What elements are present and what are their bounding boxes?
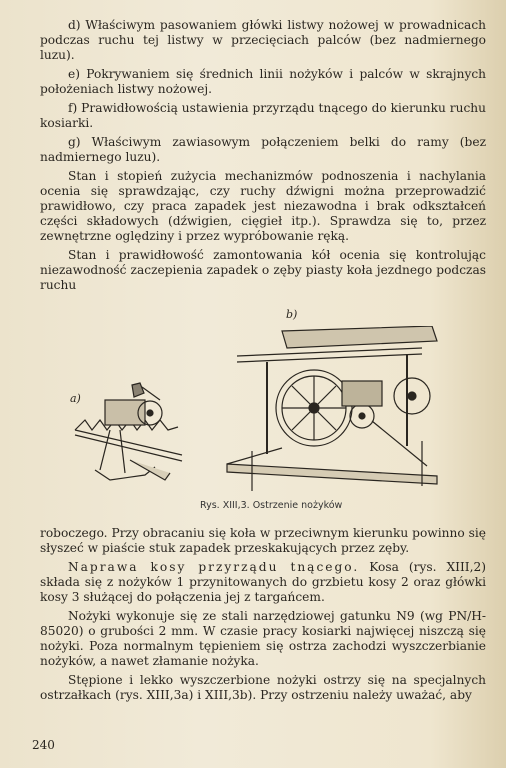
paragraph-repair	[40, 560, 486, 605]
paragraph-g: g) Właściwym zawiasowym połączeniem belki do ramy (bez nadmiernego luzu).	[40, 135, 486, 164]
paragraph-sharpening: Stępione i lekko wyszczerbione nożyki ostrzy się na specjalnych ostrzałkach (rys. XIII,3a) i XIII,3b). Przy ostrzeniu należy uważać, aby	[40, 673, 486, 702]
figure-label-b: b)	[286, 308, 298, 321]
repair-text: Kosa (rys. XIII,2) składa się z nożyków 1 przynitowanych do grzbietu kosy 2 oraz główki kosy 3 służącej do połączenia jej z targańcem.	[40, 560, 486, 604]
paragraph-mechanisms: Stan i stopień zużycia mechanizmów podnoszenia i nachylania ocenia się sprawdzając, czy ruchy dźwigni można przeprowadzić prawidłowo, czy praca zapadek jest niezawodna i brak odkształceń części składowych (dźwigien, cięgieł itp.). Sprawdza się to, przez zewnętrzne oględziny i przez wypróbowanie ręką.	[40, 169, 486, 243]
figure-caption: Rys. XIII,3. Ostrzenie nożyków	[200, 500, 343, 511]
paragraph-knives: Nożyki wykonuje się ze stali narzędziowej gatunku N9 (wg PN/H-85020) o grubości 2 mm. W czasie pracy kosiarki najwięcej niszczą się nożyki. Poza normalnym tępieniem się ostrza zachodzi wyszczerbianie nożyków, a nawet złamanie nożyka.	[40, 609, 486, 668]
sharpener-illustration-a	[70, 375, 190, 490]
bottom-text-block	[40, 526, 486, 707]
paragraph-f: f) Prawidłowością ustawienia przyrządu tnącego do kierunku ruchu kosiarki.	[40, 101, 486, 130]
page-number: 240	[32, 738, 55, 752]
sharpener-illustration-b	[222, 326, 447, 496]
paragraph-continuation: roboczego. Przy obracaniu się koła w przeciwnym kierunku powinno się słyszeć w piaście stuk zapadek przeskakujących przez zęby.	[40, 526, 486, 555]
paragraph-e: e) Pokrywaniem się średnich linii nożyków i palców w skrajnych położeniach listwy nożowej.	[40, 67, 486, 96]
repair-heading: Naprawa kosy przyrządu tnącego.	[68, 560, 360, 574]
paragraph-wheels: Stan i prawidłowość zamontowania kół ocenia się kontrolując niezawodność zaczepienia zapadek o zęby piasty koła jezdnego podczas ruchu	[40, 248, 486, 292]
figure-label-a: a)	[70, 392, 81, 405]
paragraph-d: d) Właściwym pasowaniem główki listwy nożowej w prowadnicach podczas ruchu tej listwy w przecięciach palców (bez nadmiernego luzu).	[40, 18, 486, 62]
top-text-block	[40, 18, 486, 297]
